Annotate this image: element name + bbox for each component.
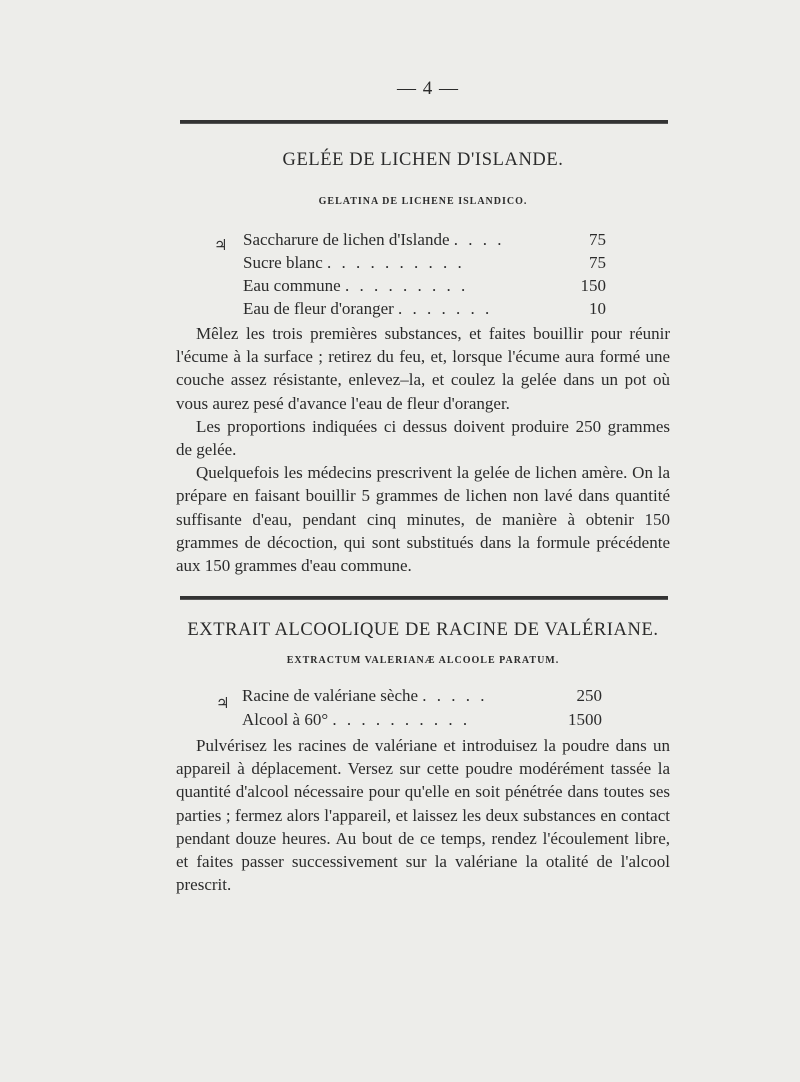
section1-latin-title: GELATINA DE LICHENE ISLANDICO.: [318, 196, 528, 207]
leader-dots: . . . . . . .: [398, 299, 493, 318]
ingredient-name: Sucre blanc: [243, 253, 323, 272]
section2-body: [176, 734, 670, 896]
ingredient-qty: 250: [576, 686, 602, 705]
ingredient-row: [243, 253, 465, 273]
ingredient-qty: 75: [589, 253, 606, 272]
leader-dots: . . . . . . . . . .: [332, 710, 471, 729]
paragraph: Quelquefois les médecins prescrivent la gelée de lichen amère. On la prépare en faisant bouillir 5 grammes de lichen non lavé dans quantité suffisante d'eau, pendant cinq minutes, de manière à obtenir 150 grammes de décoction, qui sont substitués dans la formule précédente aux 150 grammes d'eau commune.: [176, 463, 670, 576]
ingredient-row: [242, 710, 470, 730]
ingredient-name: Eau commune: [243, 276, 341, 295]
ingredient-qty: 150: [580, 276, 606, 295]
section1-body: [176, 322, 670, 577]
leader-dots: . . . . . . . . . .: [327, 253, 465, 272]
paragraph: Pulvérisez les racines de valériane et introduisez la poudre dans un appareil à déplacement. Versez sur cette poudre modérément tassée la quantité d'alcool nécessaire pour qu'elle en soit pénétrée dans toutes ses parties ; fermez alors l'appareil, et laissez les deux substances en contact pendant douze heures. Au bout de ce temps, rendez l'écoulement libre, et faites passer successivement sur la valériane la otalité de l'alcool prescrit.: [176, 736, 670, 895]
ingredient-name: Alcool à 60°: [242, 710, 329, 729]
ingredient-row: [243, 299, 492, 319]
recipe-symbol-2: ♃: [216, 696, 230, 712]
ingredient-row: [242, 686, 488, 706]
ingredient-qty: 1500: [568, 710, 602, 729]
leader-dots: . . . .: [453, 230, 505, 249]
ingredient-row: [243, 276, 468, 296]
leader-dots: . . . . .: [422, 686, 488, 705]
section2-latin-title: EXTRACTUM VALERIANÆ ALCOOLE PARATUM.: [286, 655, 560, 666]
ingredient-name: Eau de fleur d'oranger: [243, 299, 394, 318]
section-divider: [180, 596, 668, 600]
ingredient-qty: 75: [589, 230, 606, 249]
ingredient-row: [243, 230, 505, 250]
paragraph: Mêlez les trois premières substances, et faites bouillir pour réunir l'écume à la surface ; retirez du feu, et, lorsque l'écume aura formé une couche assez résistante, enlevez–la, et coulez la gelée dans un pot où vous aurez pesé d'avance l'eau de fleur d'oranger.: [176, 324, 670, 413]
top-rule: [180, 120, 668, 124]
section1-title: GELÉE DE LICHEN D'ISLANDE.: [282, 150, 564, 170]
recipe-symbol-1: ♃: [214, 238, 228, 254]
ingredient-name: Saccharure de lichen d'Islande: [243, 230, 450, 249]
page-number: — 4 —: [397, 78, 459, 99]
section2-title: EXTRAIT ALCOOLIQUE DE RACINE DE VALÉRIANE.: [187, 620, 659, 640]
ingredient-qty: 10: [589, 299, 606, 318]
paragraph: Les proportions indiquées ci dessus doivent produire 250 grammes de gelée.: [176, 416, 670, 460]
ingredient-name: Racine de valériane sèche: [242, 686, 419, 705]
leader-dots: . . . . . . . . .: [344, 276, 469, 295]
